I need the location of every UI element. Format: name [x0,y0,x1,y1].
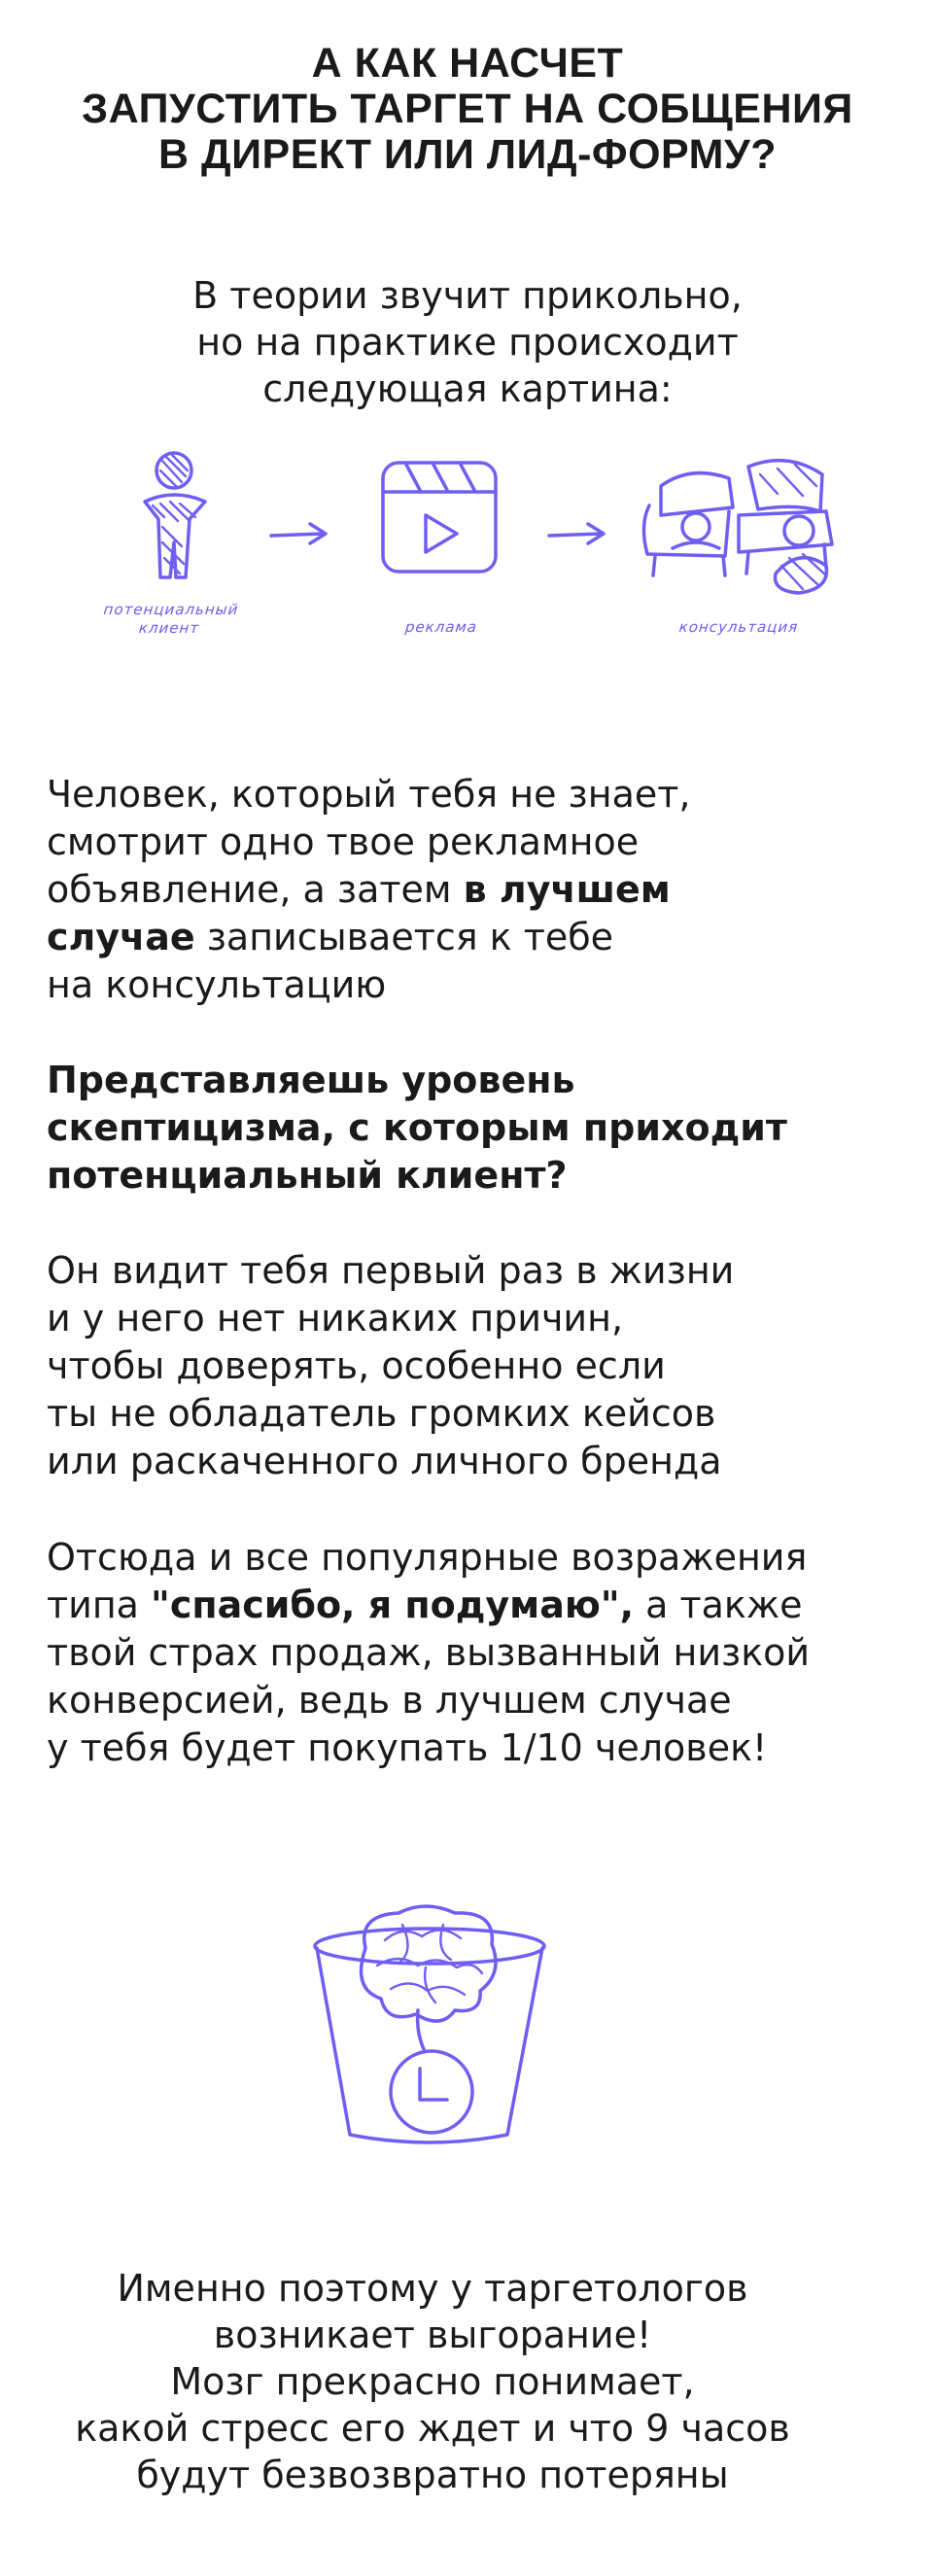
flow-label-client: потенциальный клиент [102,601,240,637]
intro-text [0,272,935,412]
flow-label-ad: реклама [404,618,479,636]
title-line: ЗАПУСТИТЬ ТАРГЕТ НА СОБЩЕНИЯ [82,86,853,132]
page-title [0,41,935,178]
title-line: А КАК НАСЧЕТ [311,40,624,87]
intro-line: но на практике происходит [196,321,739,364]
consultation-icon [632,447,846,598]
intro-line: следующая картина: [262,367,673,410]
paragraph-stranger: Человек, который тебя не знает, смотрит одно твое рекламное объявление, а затем в лучшем случае записывается к тебе на консультацию [47,773,691,1006]
closing-text: Именно поэтому у таргетологов возникает выгорание! Мозг прекрасно понимает, какой стресс его ждет и что 9 часов будут безвозвратно потеряны [75,2267,790,2496]
flow-label-consultation: консультация [677,618,800,636]
arrow-right-icon [269,520,329,549]
video-ad-icon [377,457,503,578]
arrow-right-icon [547,520,607,549]
title-line: В ДИРЕКТ ИЛИ ЛИД-ФОРМУ? [158,131,777,178]
intro-line: В теории звучит прикольно, [192,274,743,317]
paragraph-objections: Отсюда и все популярные возражения типа "спасибо, я подумаю", а также твой страх продаж, вызванный низкой конверсией, ведь в лучшем случае у тебя будет покупать 1/10 человек! [47,1536,811,1769]
paragraph-first-time: Он видит тебя первый раз в жизни и у него нет никаких причин, чтобы доверять, особенно если ты не обладатель громких кейсов или раскаченного личного бренда [47,1249,735,1482]
paragraph-skepticism: Представляешь уровень скептицизма, с которым приходит потенциальный клиент? [47,1059,787,1197]
brain-in-trash-clock-icon [309,1905,552,2148]
person-icon [131,449,219,585]
